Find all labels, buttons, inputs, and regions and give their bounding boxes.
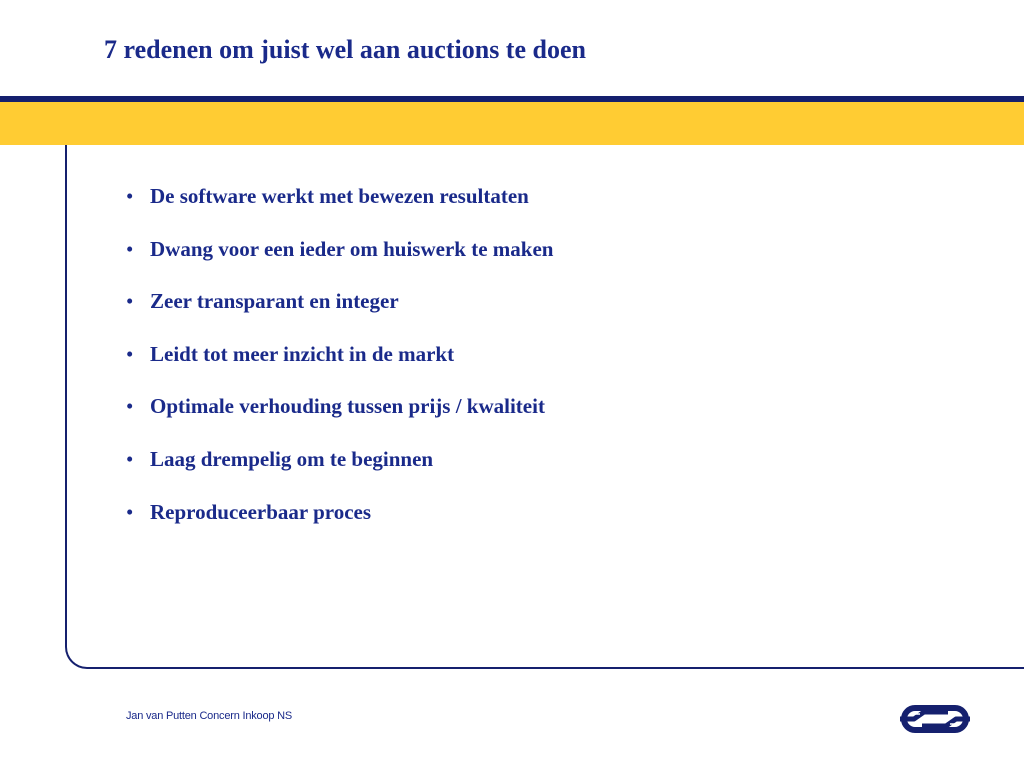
bullet-marker: • <box>126 236 134 261</box>
bullet-list <box>126 184 553 552</box>
bullet-text: Dwang voor een ieder om huiswerk te maken <box>150 236 554 261</box>
bullet-item-5 <box>126 394 553 447</box>
bullet-marker: • <box>126 394 134 419</box>
bullet-text: Reproduceerbaar proces <box>150 499 372 524</box>
bullet-item-1 <box>126 184 553 237</box>
bullet-text: De software werkt met bewezen resultaten <box>150 184 529 208</box>
bullet-marker: • <box>126 341 134 366</box>
slide-title: 7 redenen om juist wel aan auctions te doen <box>104 35 586 64</box>
bullet-marker: • <box>126 499 134 524</box>
bullet-item-4 <box>126 342 553 395</box>
bullet-marker: • <box>126 289 134 314</box>
bullet-item-6 <box>126 447 553 500</box>
bullet-text: Laag drempelig om te beginnen <box>150 446 434 471</box>
bullet-text: Optimale verhouding tussen prijs / kwaliteit <box>150 394 545 419</box>
bullet-item-3 <box>126 289 553 342</box>
bullet-marker: • <box>126 184 134 208</box>
bullet-item-2 <box>126 237 553 290</box>
bullet-text: Leidt tot meer inzicht in de markt <box>150 341 455 366</box>
header-yellow-band <box>0 102 1024 145</box>
bullet-marker: • <box>126 446 134 471</box>
bullet-text: Zeer transparant en integer <box>150 289 399 314</box>
footer-text: Jan van Putten Concern Inkoop NS <box>126 710 293 722</box>
ns-logo-icon <box>898 702 972 736</box>
bullet-item-7 <box>126 500 553 553</box>
